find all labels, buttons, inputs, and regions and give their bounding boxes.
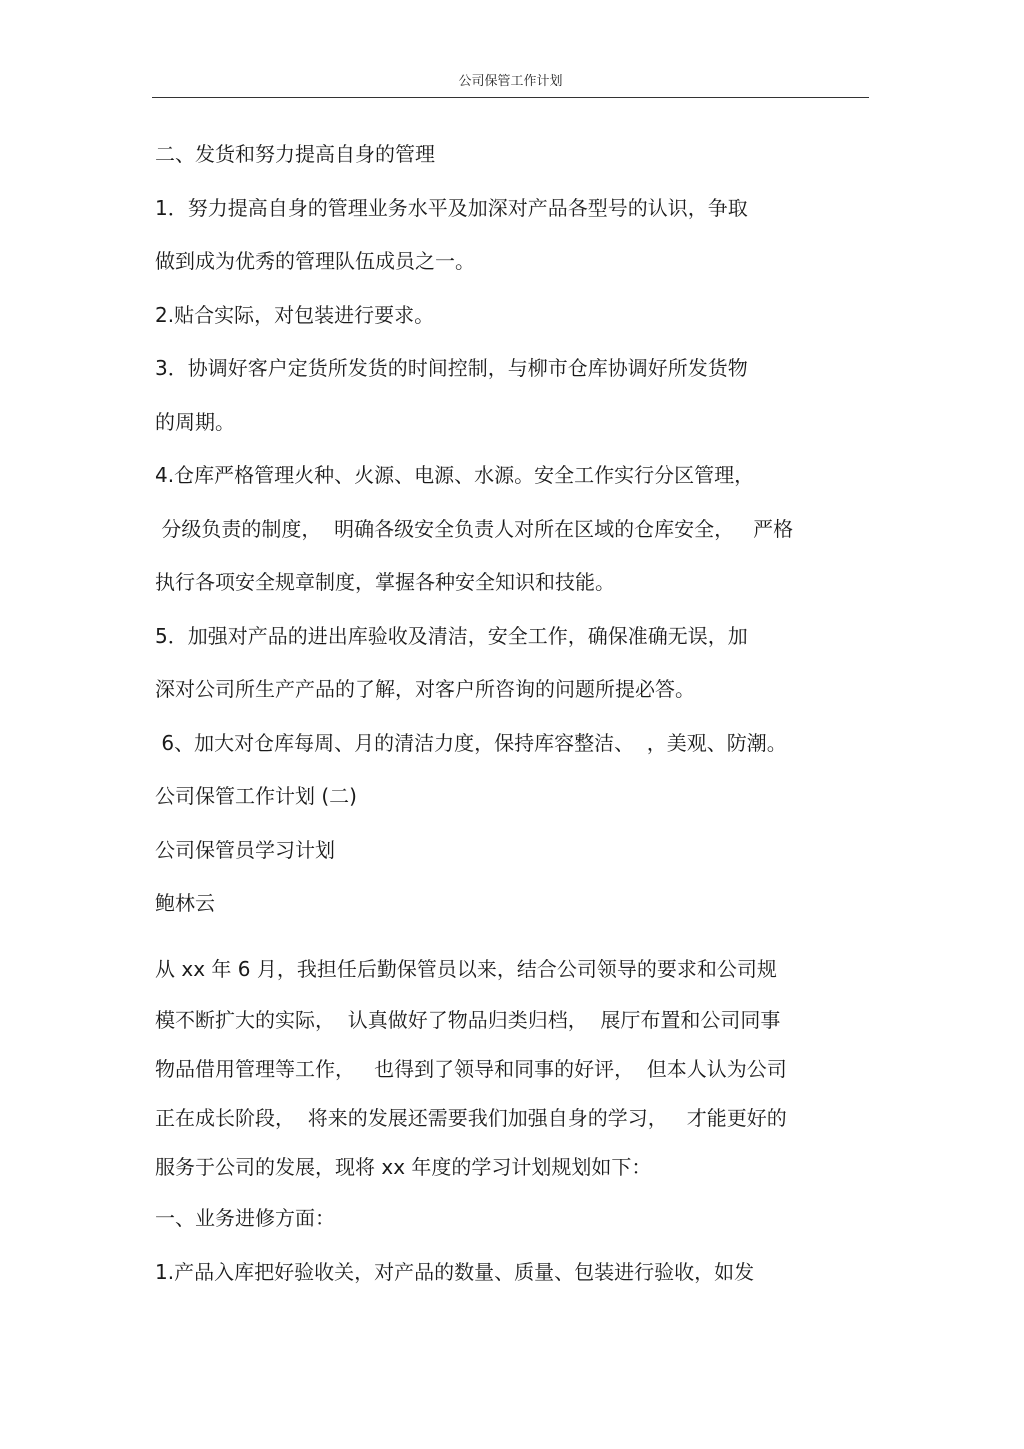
paragraph-line: 6、加大对仓库每周、月的清洁力度，保持库容整洁、 ，美观、防潮。 <box>155 730 787 755</box>
paragraph-line: 1．努力提高自身的管理业务水平及加深对产品各型号的认识，争取 <box>155 195 748 220</box>
section-heading: 一、业务进修方面： <box>155 1206 335 1230</box>
paragraph-line: 5．加强对产品的进出库验收及清洁，安全工作，确保准确无误，加 <box>155 623 748 648</box>
page-header: 公司保管工作计划 <box>458 74 563 89</box>
document-subtitle: 公司保管工作计划 (二) <box>155 784 357 808</box>
paragraph-line: 物品借用管理等工作， 也得到了领导和同事的好评， 但本人认为公司 <box>155 1057 787 1081</box>
section-heading: 二、发货和努力提高自身的管理 <box>155 142 435 166</box>
paragraph-line: 深对公司所生产产品的了解，对客户所咨询的问题所提必答。 <box>155 677 695 701</box>
header-divider <box>152 97 869 98</box>
paragraph-line: 的周期。 <box>155 409 235 434</box>
paragraph-line: 服务于公司的发展，现将 xx 年度的学习计划规划如下： <box>155 1155 652 1179</box>
author-name: 鲍林云 <box>155 891 215 915</box>
paragraph-line: 正在成长阶段， 将来的发展还需要我们加强自身的学习， 才能更好的 <box>155 1106 787 1130</box>
paragraph-line: 3．协调好客户定货所发货的时间控制，与柳市仓库协调好所发货物 <box>155 356 748 380</box>
paragraph-line: 模不断扩大的实际， 认真做好了物品归类归档， 展厅布置和公司同事 <box>155 1008 781 1032</box>
document-body <box>155 128 865 1299</box>
paragraph-line: 做到成为优秀的管理队伍成员之一。 <box>155 249 475 273</box>
paragraph-line: 2.贴合实际，对包装进行要求。 <box>155 302 435 327</box>
paragraph-line: 执行各项安全规章制度，掌握各种安全知识和技能。 <box>155 570 615 594</box>
plan-title: 公司保管员学习计划 <box>155 837 335 862</box>
paragraph-line: 分级负责的制度， 明确各级安全负责人对所在区域的仓库安全， 严格 <box>155 516 794 541</box>
paragraph-line: 4.仓库严格管理火种、火源、电源、水源。安全工作实行分区管理， <box>155 463 755 487</box>
paragraph-line: 1.产品入库把好验收关，对产品的数量、质量、包装进行验收，如发 <box>155 1259 755 1284</box>
paragraph-line: 从 xx 年 6 月，我担任后勤保管员以来，结合公司领导的要求和公司规 <box>155 956 777 981</box>
